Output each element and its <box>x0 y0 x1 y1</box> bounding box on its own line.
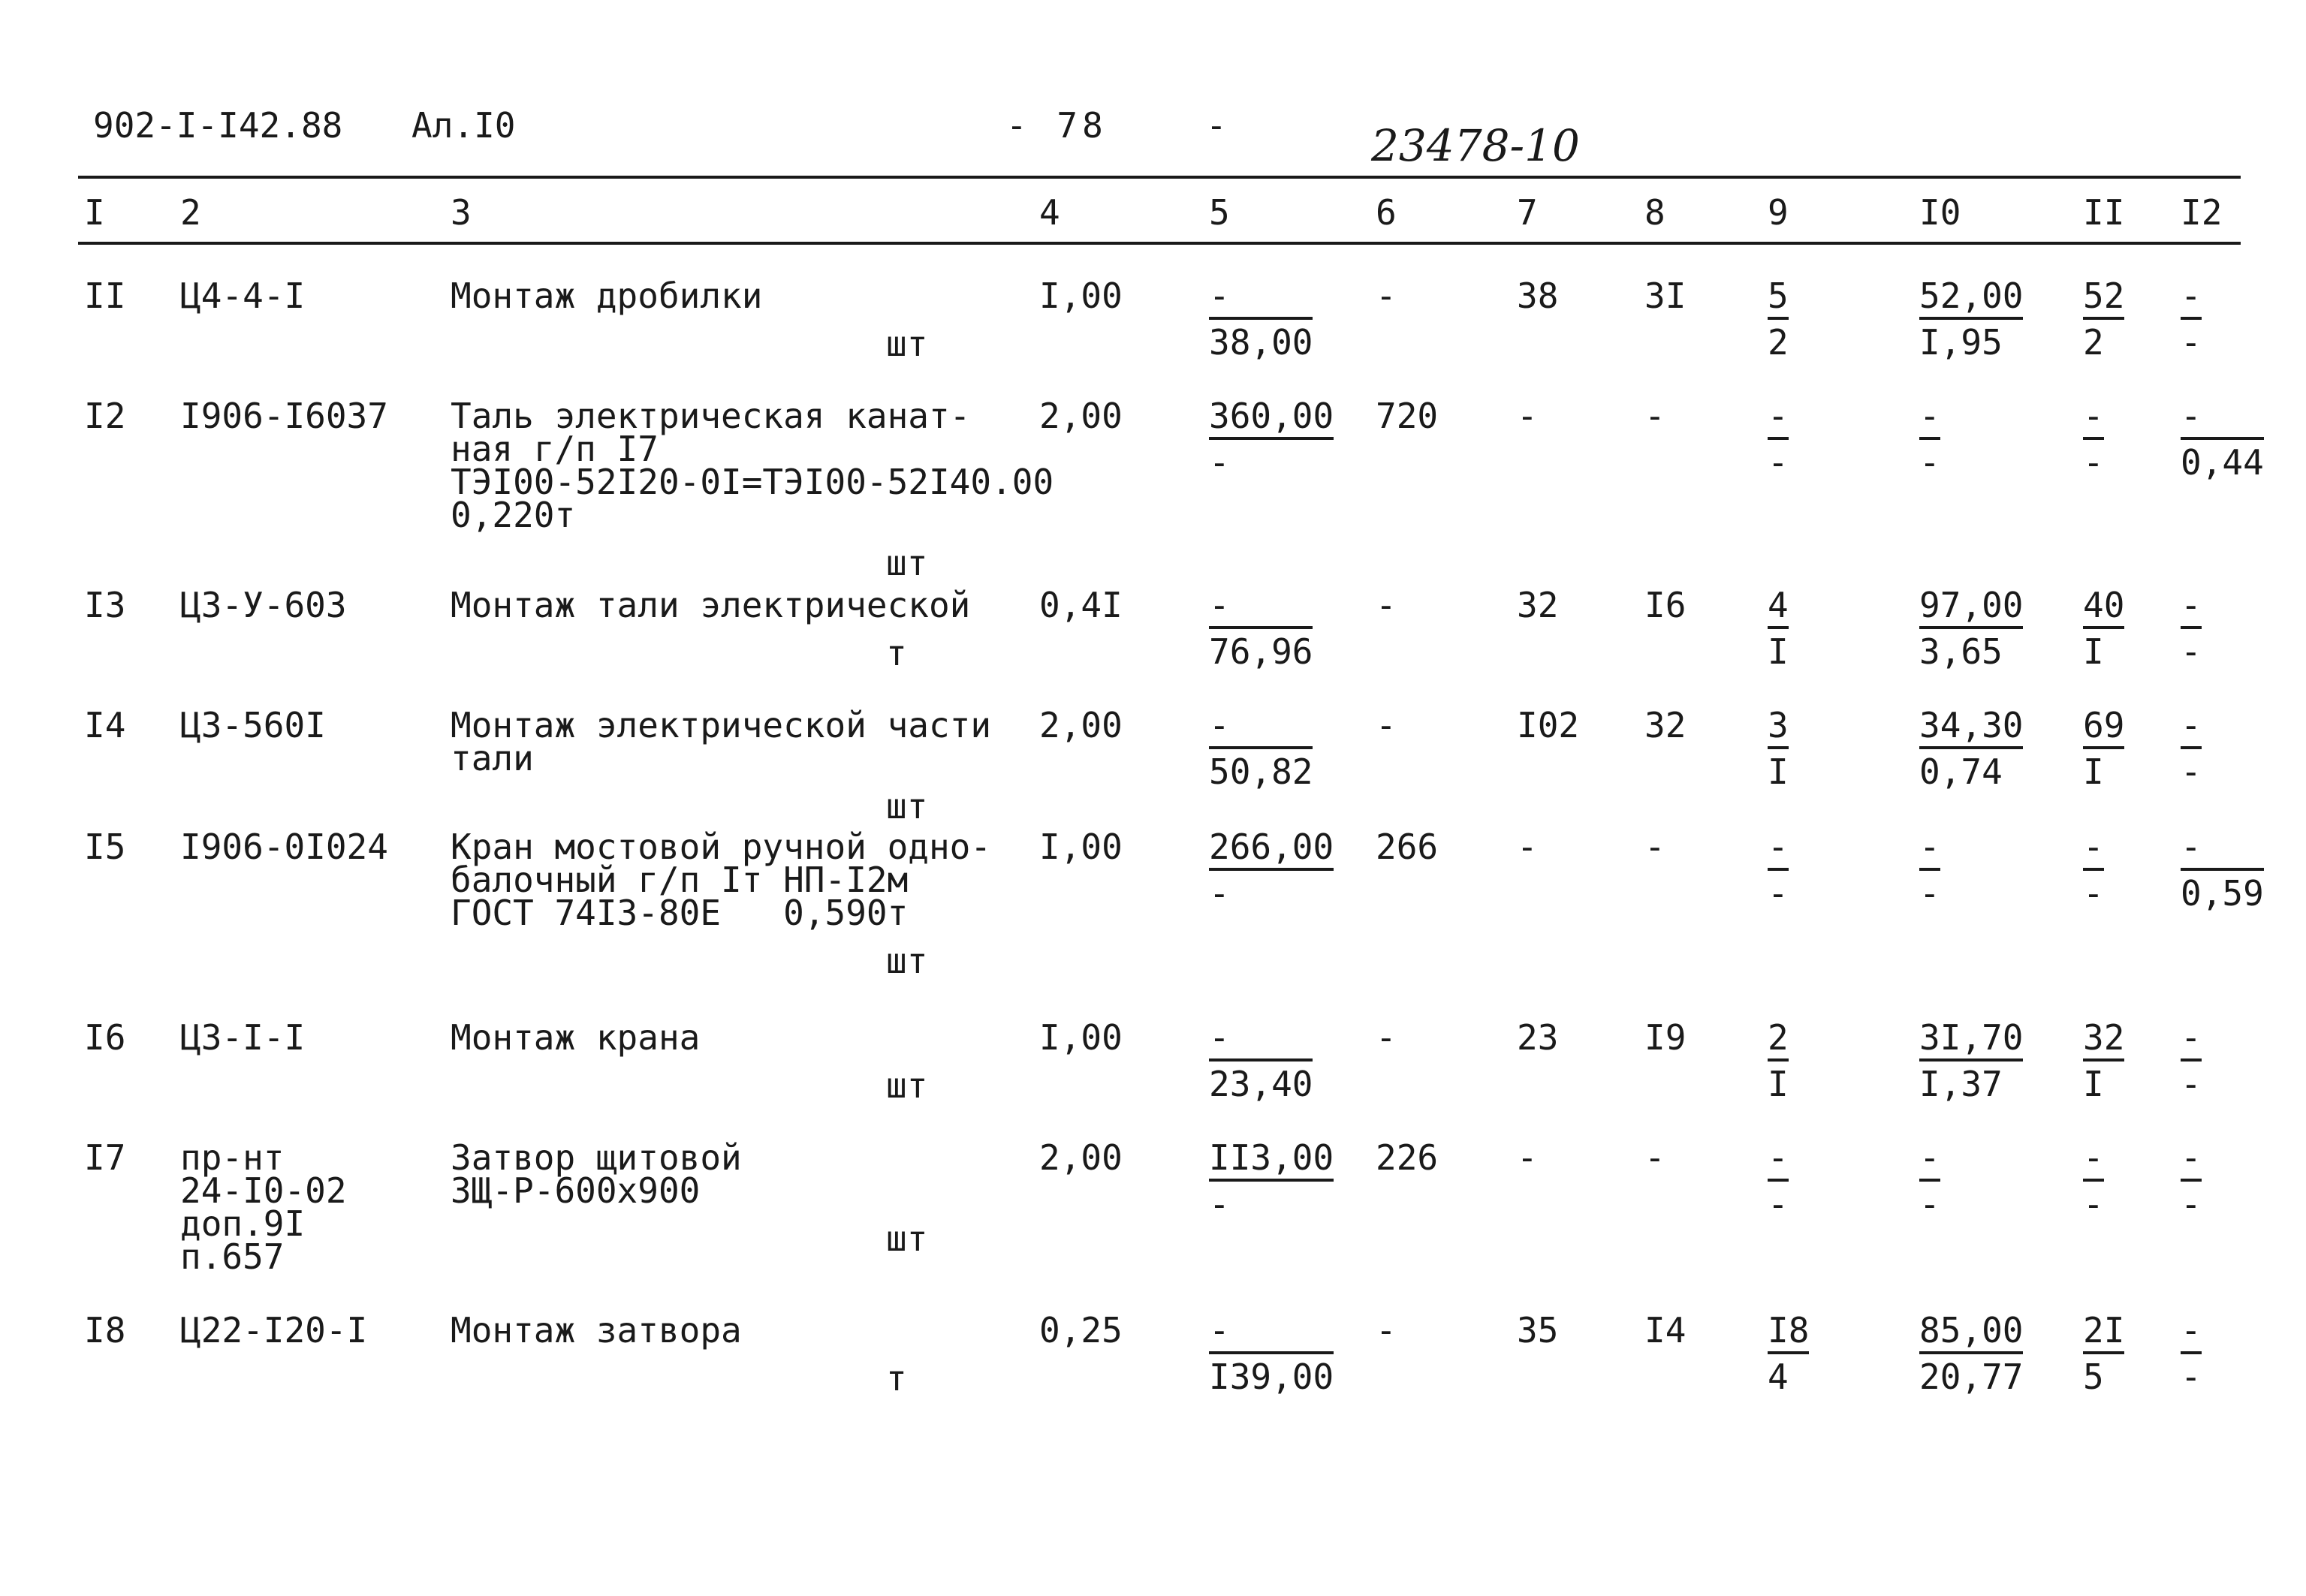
unit-cost <box>1209 827 1334 913</box>
unit-of-measure: т <box>886 633 907 673</box>
work-description: Таль электрическая канат- <box>451 396 971 436</box>
document-code: 902-I-I42.88 <box>93 105 343 146</box>
col-10-fraction-denominator: 3,65 <box>1919 631 2003 672</box>
col-9-fraction-numerator: I8 <box>1768 1311 1809 1354</box>
col-10-fraction <box>1919 276 2023 362</box>
work-description: ЗЩ-Р-600х900 <box>451 1170 701 1211</box>
col-8-value: 32 <box>1644 705 1687 745</box>
unit-cost-numerator: - <box>1209 1311 1334 1354</box>
row-number: I4 <box>84 705 126 745</box>
unit-cost <box>1209 276 1313 362</box>
col-7-value: 23 <box>1517 1017 1559 1058</box>
col-12-fraction-denominator: - <box>2181 1064 2202 1104</box>
top-rule <box>78 176 2241 179</box>
resource-code: п.657 <box>180 1236 285 1277</box>
unit-cost-numerator: - <box>1209 1018 1313 1061</box>
unit-cost-denominator: I39,00 <box>1209 1357 1334 1397</box>
col-12-fraction-numerator: - <box>2181 827 2264 871</box>
column-number: 5 <box>1209 192 1230 233</box>
unit-of-measure: т <box>886 1358 907 1399</box>
unit-cost <box>1209 396 1334 482</box>
row-number: I8 <box>84 1310 126 1351</box>
quantity: 2,00 <box>1039 396 1123 436</box>
col-10-fraction-numerator: - <box>1919 1138 1940 1182</box>
col-10-fraction-numerator: 97,00 <box>1919 586 2023 629</box>
col-11-fraction <box>2083 827 2104 913</box>
col-11-fraction-denominator: I <box>2083 751 2104 792</box>
row-number: I6 <box>84 1017 126 1058</box>
unit-of-measure: шт <box>886 1065 928 1106</box>
col-10-fraction-numerator: 3I,70 <box>1919 1018 2023 1061</box>
col-9-fraction <box>1768 396 1789 482</box>
unit-cost <box>1209 1018 1313 1104</box>
col-11-fraction-denominator: - <box>2083 873 2104 914</box>
unit-cost-numerator: 360,00 <box>1209 396 1334 440</box>
unit-cost <box>1209 706 1313 791</box>
col-11-fraction-numerator: - <box>2083 827 2104 871</box>
col-9-fraction <box>1768 827 1789 913</box>
col-9-fraction <box>1768 276 1789 362</box>
row-number: I2 <box>84 396 126 436</box>
col-11-fraction-denominator: - <box>2083 442 2104 483</box>
total-cost: 720 <box>1376 396 1439 436</box>
column-header-rule <box>78 242 2241 245</box>
col-12-fraction <box>2181 706 2202 791</box>
col-10-fraction <box>1919 396 1940 482</box>
unit-cost-numerator: 266,00 <box>1209 827 1334 871</box>
total-cost: - <box>1376 1310 1397 1351</box>
col-11-fraction <box>2083 1311 2124 1396</box>
resource-code: пр-нт <box>180 1137 285 1178</box>
column-number: 7 <box>1517 192 1538 233</box>
col-12-fraction-denominator: - <box>2181 631 2202 672</box>
work-description: балочный г/п Iт НП-I2м <box>451 860 909 900</box>
work-description: Монтаж крана <box>451 1017 701 1058</box>
col-7-value: 35 <box>1517 1310 1559 1351</box>
col-12-fraction <box>2181 586 2202 671</box>
col-10-fraction-denominator: 0,74 <box>1919 751 2003 792</box>
unit-cost-denominator: 23,40 <box>1209 1064 1313 1104</box>
work-description: 0,220т <box>451 495 576 535</box>
row-number: I7 <box>84 1137 126 1178</box>
col-10-fraction-denominator: - <box>1919 442 1940 483</box>
col-12-fraction-denominator: 0,59 <box>2181 873 2264 914</box>
col-11-fraction-denominator: - <box>2083 1184 2104 1224</box>
col-11-fraction <box>2083 1018 2124 1104</box>
work-description: Кран мостовой ручной одно- <box>451 827 992 867</box>
total-cost: - <box>1376 1017 1397 1058</box>
col-9-fraction-numerator: - <box>1768 827 1789 871</box>
col-9-fraction <box>1768 1138 1789 1224</box>
col-8-value: I6 <box>1644 585 1687 625</box>
col-10-fraction-numerator: 85,00 <box>1919 1311 2023 1354</box>
col-12-fraction-denominator: 0,44 <box>2181 442 2264 483</box>
total-cost: - <box>1376 705 1397 745</box>
col-12-fraction-denominator: - <box>2181 1357 2202 1397</box>
work-description: тали <box>451 738 534 778</box>
col-8-value: I4 <box>1644 1310 1687 1351</box>
work-description: ТЭI00-52I20-0I=ТЭI00-52I40.00 <box>451 462 1054 502</box>
col-7-value: I02 <box>1517 705 1580 745</box>
resource-code: I906-I6037 <box>180 396 388 436</box>
col-10-fraction-denominator: - <box>1919 1184 1940 1224</box>
unit-cost-denominator: - <box>1209 1184 1230 1224</box>
col-9-fraction-denominator: - <box>1768 1184 1789 1224</box>
resource-code: Ц3-У-603 <box>180 585 347 625</box>
unit-cost <box>1209 1311 1334 1396</box>
total-cost: - <box>1376 276 1397 316</box>
col-8-value: - <box>1644 1137 1665 1178</box>
inventory-number: 23478-10 <box>1371 120 1580 171</box>
column-number: II <box>2083 192 2125 233</box>
unit-cost-numerator: - <box>1209 276 1313 320</box>
col-12-fraction <box>2181 396 2264 482</box>
column-number: 3 <box>451 192 472 233</box>
column-number: I2 <box>2181 192 2223 233</box>
col-11-fraction-numerator: - <box>2083 1138 2104 1182</box>
col-9-fraction-numerator: 2 <box>1768 1018 1789 1061</box>
work-description: ГОСТ 74I3-80Е 0,590т <box>451 893 909 933</box>
page-number: - 78 <box>1006 105 1108 146</box>
unit-of-measure: шт <box>886 941 928 981</box>
col-9-fraction <box>1768 1018 1789 1104</box>
quantity: I,00 <box>1039 276 1123 316</box>
column-number: 4 <box>1039 192 1060 233</box>
col-12-fraction <box>2181 827 2264 913</box>
resource-code: Ц3-I-I <box>180 1017 306 1058</box>
col-8-value: I9 <box>1644 1017 1687 1058</box>
resource-code: доп.9I <box>180 1203 306 1244</box>
col-9-fraction-denominator: - <box>1768 442 1789 483</box>
col-10-fraction <box>1919 1018 2023 1104</box>
quantity: 0,25 <box>1039 1310 1123 1351</box>
unit-of-measure: шт <box>886 786 928 827</box>
work-description: Монтаж тали электрической <box>451 585 971 625</box>
col-11-fraction-numerator: 52 <box>2083 276 2124 320</box>
col-7-value: 32 <box>1517 585 1559 625</box>
quantity: I,00 <box>1039 827 1123 867</box>
col-11-fraction <box>2083 276 2124 362</box>
col-11-fraction <box>2083 396 2104 482</box>
unit-of-measure: шт <box>886 543 928 583</box>
col-9-fraction <box>1768 706 1789 791</box>
col-7-value: - <box>1517 827 1538 867</box>
col-8-value: 3I <box>1644 276 1687 316</box>
col-9-fraction-numerator: 5 <box>1768 276 1789 320</box>
col-12-fraction <box>2181 1018 2202 1104</box>
quantity: I,00 <box>1039 1017 1123 1058</box>
header-dash: - <box>1206 105 1227 146</box>
work-description: Монтаж затвора <box>451 1310 742 1351</box>
column-number: 2 <box>180 192 201 233</box>
unit-cost <box>1209 586 1313 671</box>
col-10-fraction-denominator: I,37 <box>1919 1064 2003 1104</box>
unit-of-measure: шт <box>886 324 928 364</box>
col-12-fraction <box>2181 276 2202 362</box>
col-9-fraction-numerator: 3 <box>1768 706 1789 749</box>
col-9-fraction <box>1768 1311 1809 1396</box>
unit-of-measure: шт <box>886 1218 928 1259</box>
row-number: II <box>84 276 126 316</box>
col-12-fraction-denominator: - <box>2181 1184 2202 1224</box>
unit-cost-denominator: 76,96 <box>1209 631 1313 672</box>
col-10-fraction <box>1919 1311 2023 1396</box>
unit-cost-denominator: - <box>1209 442 1230 483</box>
col-8-value: - <box>1644 827 1665 867</box>
col-11-fraction-numerator: 2I <box>2083 1311 2124 1354</box>
col-9-fraction-denominator: 2 <box>1768 322 1789 363</box>
column-number: 9 <box>1768 192 1789 233</box>
col-9-fraction-denominator: I <box>1768 751 1789 792</box>
unit-cost <box>1209 1138 1334 1224</box>
col-9-fraction-denominator: I <box>1768 1064 1789 1104</box>
col-10-fraction-denominator: - <box>1919 873 1940 914</box>
col-12-fraction-numerator: - <box>2181 1138 2202 1182</box>
resource-code: Ц4-4-I <box>180 276 306 316</box>
column-number: I <box>84 192 105 233</box>
col-9-fraction-denominator: 4 <box>1768 1357 1789 1397</box>
work-description: Монтаж дробилки <box>451 276 763 316</box>
row-number: I3 <box>84 585 126 625</box>
col-9-fraction-numerator: 4 <box>1768 586 1789 629</box>
unit-cost-denominator: - <box>1209 873 1230 914</box>
col-11-fraction <box>2083 706 2124 791</box>
resource-code: Ц22-I20-I <box>180 1310 368 1351</box>
resource-code: 24-I0-02 <box>180 1170 347 1211</box>
col-12-fraction-numerator: - <box>2181 706 2202 749</box>
quantity: 2,00 <box>1039 1137 1123 1178</box>
col-9-fraction-numerator: - <box>1768 396 1789 440</box>
unit-cost-denominator: 50,82 <box>1209 751 1313 792</box>
quantity: 2,00 <box>1039 705 1123 745</box>
col-12-fraction-denominator: - <box>2181 322 2202 363</box>
col-10-fraction-denominator: 20,77 <box>1919 1357 2024 1397</box>
unit-cost-numerator: - <box>1209 586 1313 629</box>
column-number: 8 <box>1644 192 1665 233</box>
col-11-fraction <box>2083 586 2124 671</box>
col-10-fraction-numerator: 52,00 <box>1919 276 2023 320</box>
col-10-fraction <box>1919 586 2023 671</box>
col-11-fraction <box>2083 1138 2104 1224</box>
col-10-fraction-numerator: - <box>1919 827 1940 871</box>
col-11-fraction-denominator: I <box>2083 631 2104 672</box>
col-12-fraction-numerator: - <box>2181 396 2264 440</box>
col-11-fraction-denominator: 2 <box>2083 322 2104 363</box>
col-10-fraction-numerator: - <box>1919 396 1940 440</box>
work-description: ная г/п I7 <box>451 429 659 469</box>
col-11-fraction-numerator: 32 <box>2083 1018 2124 1061</box>
row-number: I5 <box>84 827 126 867</box>
col-9-fraction <box>1768 586 1789 671</box>
col-12-fraction-numerator: - <box>2181 1311 2202 1354</box>
col-11-fraction-numerator: 40 <box>2083 586 2124 629</box>
col-10-fraction <box>1919 827 1940 913</box>
col-9-fraction-denominator: - <box>1768 873 1789 914</box>
total-cost: - <box>1376 585 1397 625</box>
work-description: Монтаж электрической части <box>451 705 992 745</box>
col-10-fraction <box>1919 1138 1940 1224</box>
col-11-fraction-denominator: I <box>2083 1064 2104 1104</box>
column-number: I0 <box>1919 192 1961 233</box>
total-cost: 266 <box>1376 827 1439 867</box>
col-12-fraction-numerator: - <box>2181 276 2202 320</box>
col-7-value: 38 <box>1517 276 1559 316</box>
col-12-fraction <box>2181 1138 2202 1224</box>
col-7-value: - <box>1517 396 1538 436</box>
quantity: 0,4I <box>1039 585 1123 625</box>
sheet-label: Ал.I0 <box>411 105 516 146</box>
col-12-fraction-numerator: - <box>2181 586 2202 629</box>
unit-cost-numerator: II3,00 <box>1209 1138 1334 1182</box>
col-8-value: - <box>1644 396 1665 436</box>
resource-code: Ц3-560I <box>180 705 326 745</box>
total-cost: 226 <box>1376 1137 1439 1178</box>
col-9-fraction-denominator: I <box>1768 631 1789 672</box>
unit-cost-numerator: - <box>1209 706 1313 749</box>
col-12-fraction-denominator: - <box>2181 751 2202 792</box>
col-11-fraction-numerator: - <box>2083 396 2104 440</box>
col-12-fraction-numerator: - <box>2181 1018 2202 1061</box>
col-12-fraction <box>2181 1311 2202 1396</box>
work-description: Затвор щитовой <box>451 1137 742 1178</box>
col-11-fraction-numerator: 69 <box>2083 706 2124 749</box>
col-7-value: - <box>1517 1137 1538 1178</box>
col-11-fraction-denominator: 5 <box>2083 1357 2104 1397</box>
column-number: 6 <box>1376 192 1397 233</box>
col-10-fraction <box>1919 706 2023 791</box>
col-10-fraction-numerator: 34,30 <box>1919 706 2023 749</box>
col-9-fraction-numerator: - <box>1768 1138 1789 1182</box>
resource-code: I906-0I024 <box>180 827 388 867</box>
unit-cost-denominator: 38,00 <box>1209 322 1313 363</box>
col-10-fraction-denominator: I,95 <box>1919 322 2003 363</box>
